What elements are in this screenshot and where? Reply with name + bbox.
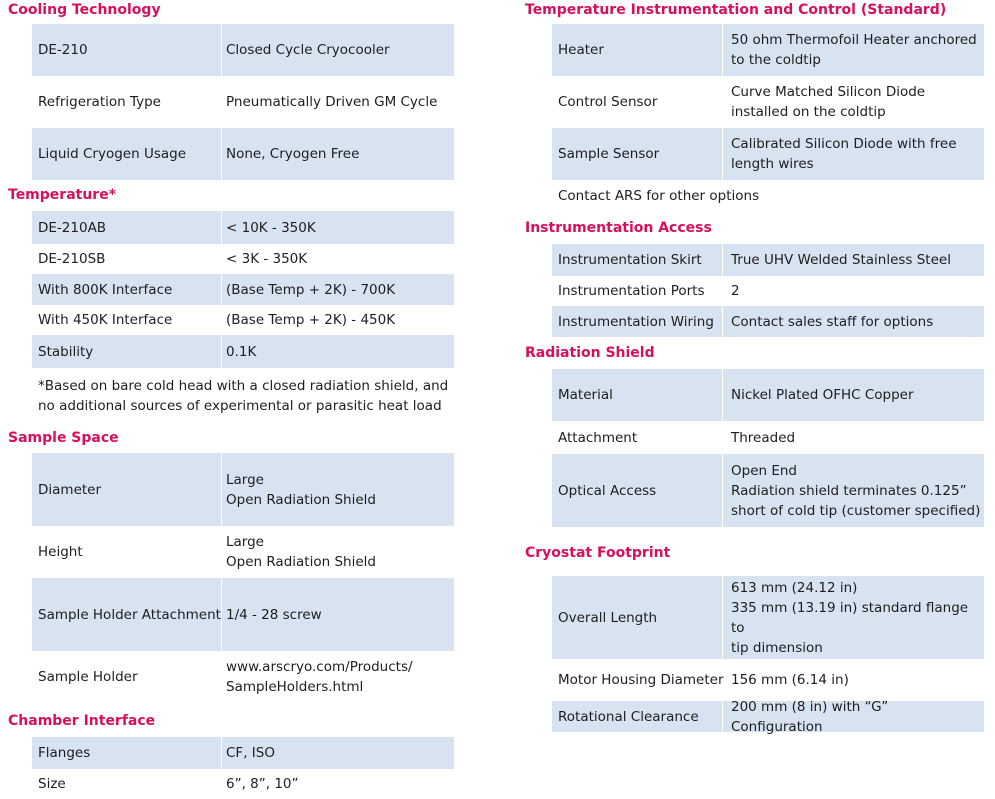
spec-label: Instrumentation Wiring	[558, 313, 714, 330]
spec-value	[226, 274, 395, 305]
table-instrumentation-access	[552, 244, 984, 337]
spec-row	[552, 128, 984, 180]
spec-label: Instrumentation Ports	[558, 283, 705, 299]
spec-row	[552, 244, 984, 276]
heading-sample-space: Sample Space	[8, 430, 119, 446]
spec-row	[32, 128, 454, 180]
spec-label: Heater	[558, 42, 604, 58]
spec-label: Motor Housing Diameter	[558, 672, 724, 688]
spec-row	[32, 737, 454, 769]
spec-value-line: Large	[226, 471, 264, 488]
heading-cooling-technology: Cooling Technology	[8, 2, 161, 18]
spec-row	[552, 659, 984, 701]
spec-row	[32, 305, 454, 335]
spec-label: Stability	[38, 343, 94, 360]
spec-value-line: Open Radiation Shield	[226, 554, 376, 570]
spec-value-line: < 3K - 350K	[226, 251, 308, 267]
spec-value-line: Threaded	[731, 429, 796, 446]
spec-value	[226, 526, 376, 578]
cell-divider	[722, 701, 723, 732]
spec-value	[731, 369, 914, 421]
spec-value-line: length wires	[731, 156, 814, 172]
cell-divider	[221, 453, 222, 526]
spec-value-line: to the coldtip	[731, 52, 821, 68]
spec-label: Attachment	[558, 429, 638, 446]
contact-note	[558, 186, 759, 206]
spec-value	[731, 421, 795, 454]
spec-value-line: 6”, 8”, 10”	[226, 776, 299, 792]
cell-divider	[221, 578, 222, 651]
spec-value-line: CF, ISO	[226, 745, 275, 761]
spec-value	[731, 306, 933, 337]
spec-row	[32, 76, 454, 128]
spec-value-line: Pneumatically Driven GM Cycle	[226, 94, 438, 110]
spec-value	[226, 211, 316, 244]
cell-divider	[722, 24, 723, 76]
spec-row	[552, 369, 984, 421]
spec-value	[731, 276, 740, 306]
spec-row	[32, 244, 454, 274]
spec-value	[226, 453, 376, 526]
cell-divider	[221, 737, 222, 769]
spec-label: Refrigeration Type	[38, 94, 161, 110]
spec-row	[552, 698, 984, 735]
spec-row	[32, 274, 454, 305]
cell-divider	[722, 576, 723, 659]
spec-row	[32, 335, 454, 368]
spec-value	[226, 128, 359, 180]
cell-divider	[221, 24, 222, 76]
table-cryostat-footprint	[552, 576, 984, 735]
cell-divider	[722, 128, 723, 180]
spec-value-line: tip dimension	[731, 639, 823, 656]
spec-label: DE-210SB	[38, 251, 106, 267]
spec-label: Sample Sensor	[558, 146, 660, 162]
table-cooling-technology	[32, 24, 454, 180]
spec-row	[32, 453, 454, 526]
table-chamber-interface	[32, 737, 454, 799]
spec-value	[226, 305, 395, 335]
heading-radiation-shield: Radiation Shield	[525, 345, 655, 361]
spec-value-line: Curve Matched Silicon Diode	[731, 84, 926, 100]
spec-value-line: 1/4 - 28 screw	[226, 606, 322, 623]
spec-label: Optical Access	[558, 482, 657, 499]
cell-divider	[722, 454, 723, 527]
spec-value	[731, 244, 951, 276]
cell-divider	[722, 306, 723, 337]
spec-value-line: True UHV Welded Stainless Steel	[731, 252, 951, 268]
spec-value-line: 2	[731, 283, 740, 299]
spec-label: DE-210AB	[38, 219, 107, 236]
spec-value-line: Contact sales staff for options	[731, 313, 934, 330]
spec-value	[226, 244, 307, 274]
heading-temperature: Temperature*	[8, 187, 117, 203]
cell-divider	[221, 128, 222, 180]
spec-value-line: Large	[226, 534, 264, 550]
spec-value-line: Open End	[731, 462, 798, 479]
spec-value	[226, 651, 413, 703]
cell-divider	[221, 211, 222, 244]
spec-value	[731, 128, 957, 180]
spec-value-line: short of cold tip (customer specified)	[731, 502, 981, 519]
spec-label: Liquid Cryogen Usage	[38, 146, 187, 162]
spec-label: Material	[558, 387, 613, 403]
spec-label: Height	[38, 544, 83, 560]
spec-row	[32, 211, 454, 244]
spec-row	[32, 526, 454, 578]
table-temperature-instrumentation	[552, 24, 984, 180]
spec-row	[552, 421, 984, 454]
spec-value-line: None, Cryogen Free	[226, 146, 360, 162]
spec-value-line: Open Radiation Shield	[226, 491, 376, 508]
spec-value	[226, 578, 322, 651]
spec-value-line: www.arscryo.com/Products/	[226, 659, 413, 675]
spec-value-line: 200 mm (8 in) with “G” Configuration	[731, 698, 889, 735]
spec-value	[731, 576, 984, 659]
heading-instrumentation-access: Instrumentation Access	[525, 220, 712, 236]
spec-value	[731, 454, 980, 527]
spec-value-line: Closed Cycle Cryocooler	[226, 42, 390, 58]
spec-value-line: (Base Temp + 2K) - 450K	[226, 312, 396, 328]
footnote-line: *Based on bare cold head with a closed radiation shield, and	[38, 378, 449, 394]
spec-value	[226, 76, 437, 128]
table-sample-space	[32, 453, 454, 703]
spec-row	[552, 276, 984, 306]
spec-value-line: 335 mm (13.19 in) standard flange to	[731, 599, 969, 636]
spec-value	[731, 659, 849, 701]
spec-value-line: installed on the coldtip	[731, 104, 886, 120]
heading-temperature-instrumentation: Temperature Instrumentation and Control (Standard)	[525, 2, 947, 18]
spec-value-line: Nickel Plated OFHC Copper	[731, 387, 914, 403]
spec-row	[32, 24, 454, 76]
spec-label: Size	[38, 776, 66, 792]
spec-label: Rotational Clearance	[558, 708, 699, 725]
spec-value-line: SampleHolders.html	[226, 679, 364, 695]
cell-divider	[221, 335, 222, 368]
heading-cryostat-footprint: Cryostat Footprint	[525, 545, 671, 561]
spec-row	[552, 306, 984, 337]
spec-value-line: 613 mm (24.12 in)	[731, 579, 858, 596]
spec-row	[552, 454, 984, 527]
spec-label: Instrumentation Skirt	[558, 252, 702, 268]
spec-value	[226, 335, 256, 368]
spec-value-line: 0.1K	[226, 343, 257, 360]
spec-row	[32, 651, 454, 703]
footnote-line: no additional sources of experimental or parasitic heat load	[38, 398, 442, 414]
spec-value-line: Radiation shield terminates 0.125”	[731, 482, 967, 499]
cell-divider	[722, 244, 723, 276]
spec-value-line: 50 ohm Thermofoil Heater anchored	[731, 32, 977, 48]
spec-label: Sample Holder Attachment	[38, 606, 221, 623]
spec-label: With 800K Interface	[38, 281, 173, 298]
spec-value-line: Calibrated Silicon Diode with free	[731, 136, 957, 152]
spec-value	[731, 24, 977, 76]
spec-row	[552, 76, 984, 128]
spec-row	[552, 24, 984, 76]
spec-value	[731, 76, 925, 128]
spec-row	[552, 576, 984, 659]
spec-label: Overall Length	[558, 609, 658, 626]
spec-label: Control Sensor	[558, 94, 658, 110]
cell-divider	[221, 274, 222, 305]
spec-value-line: < 10K - 350K	[226, 219, 316, 236]
spec-row	[32, 578, 454, 651]
temperature-footnote	[38, 376, 448, 416]
spec-label: DE-210	[38, 42, 88, 58]
table-temperature	[32, 211, 454, 368]
spec-value	[731, 698, 984, 735]
spec-label: Flanges	[38, 745, 91, 761]
spec-value-line: (Base Temp + 2K) - 700K	[226, 281, 396, 298]
heading-chamber-interface: Chamber Interface	[8, 713, 156, 729]
spec-value	[226, 737, 275, 769]
cell-divider	[722, 369, 723, 421]
table-radiation-shield	[552, 369, 984, 527]
spec-value-line: 156 mm (6.14 in)	[731, 672, 849, 688]
spec-label: Diameter	[38, 481, 102, 498]
spec-value	[226, 24, 390, 76]
note-line: Contact ARS for other options	[558, 188, 760, 204]
spec-label: With 450K Interface	[38, 312, 173, 328]
spec-label: Sample Holder	[38, 669, 138, 685]
